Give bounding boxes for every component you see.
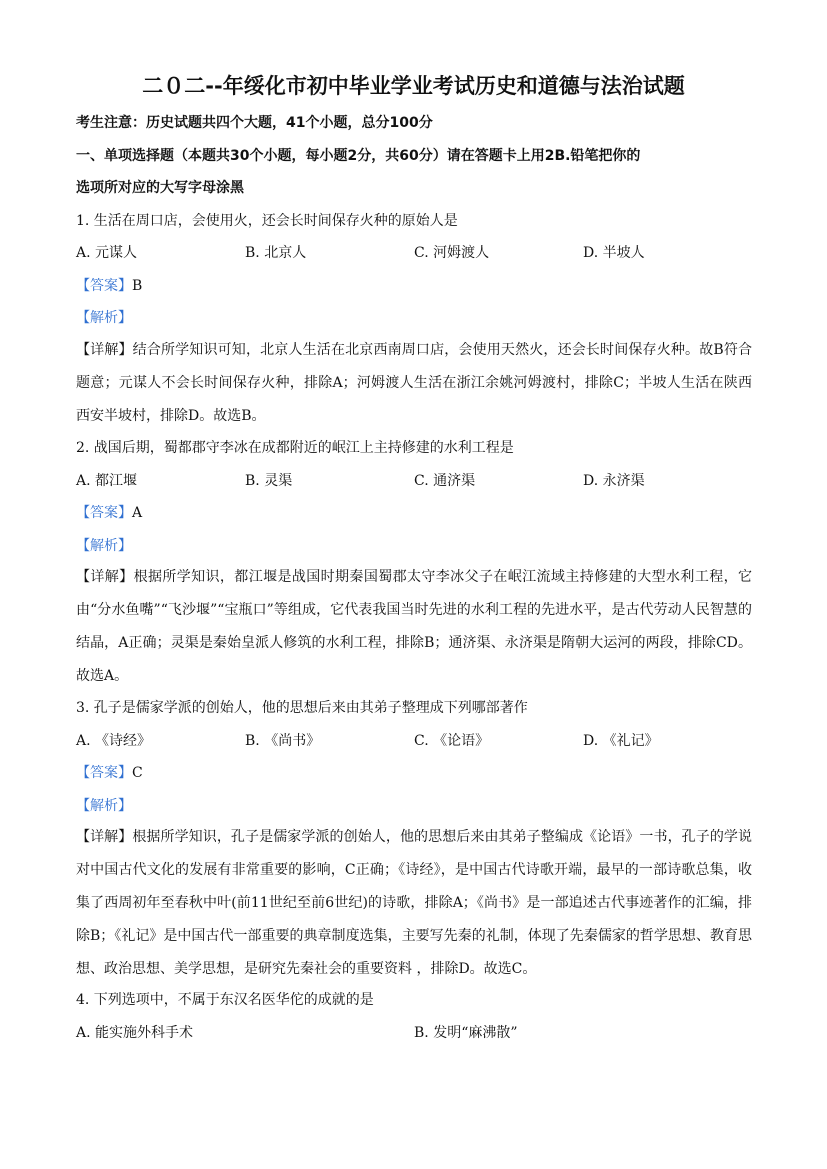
exam-notice: 考生注意：历史试题共四个大题，41个小题，总分100分 (76, 115, 433, 131)
answer-value: B (132, 278, 143, 294)
question-2-analysis-label: 【解析】 (76, 538, 132, 554)
question-1-option-c: C. 河姆渡人 (414, 245, 490, 261)
question-1-option-d: D. 半坡人 (583, 245, 645, 261)
question-1-analysis-label: 【解析】 (76, 310, 132, 326)
question-3-detail: 【详解】根据所学知识，孔子是儒家学派的创始人，他的思想后来由其弟子整编成《论语》一书，孔子的学说对中国古代文化的发展有非常重要的影响，C正确；《诗经》，是中国古代诗歌开端，最早的一部诗歌总集，收集了西周初年至春秋中叶(前11世纪至前6世纪)的诗歌，排除A；《尚书》是一部追述古代事迹著作的汇编，排除B；《礼记》是中国古代一部重要的典章制度选集，主要写先秦的礼制，体现了先秦儒家的哲学思想、教育思想、政治思想、美学思想，是研究先秦社会的重要资料 ，排除D。故选C。 (76, 829, 752, 977)
question-1-option-a: A. 元谋人 (76, 245, 138, 261)
question-1-option-b: B. 北京人 (245, 245, 307, 261)
question-3-option-a: A. 《诗经》 (76, 733, 152, 749)
question-1-answer (76, 276, 752, 296)
question-4-stem: 4. 下列选项中，不属于东汉名医华佗的成就的是 (76, 992, 374, 1008)
question-4-option-b: B. 发明“麻沸散” (414, 1025, 518, 1041)
question-3-option-b: B. 《尚书》 (245, 733, 321, 749)
question-3-stem: 3. 孔子是儒家学派的创始人，他的思想后来由其弟子整理成下列哪部著作 (76, 700, 528, 716)
page-title: 二０二--年绥化市初中毕业学业考试历史和道德与法治试题 (142, 74, 685, 98)
answer-label: 【答案】 (76, 505, 132, 521)
question-3-option-d: D. 《礼记》 (583, 733, 659, 749)
question-2-answer (76, 503, 752, 523)
question-1-detail: 【详解】结合所学知识可知，北京人生活在北京西南周口店，会使用天然火，还会长时间保存火种。故B符合题意；元谋人不会长时间保存火种，排除A；河姆渡人生活在浙江余姚河姆渡村，排除C；半坡人生活在陕西西安半坡村，排除D。故选B。 (76, 342, 752, 424)
section-heading-line1: 一、单项选择题（本题共30个小题，每小题2分，共60分）请在答题卡上用2B.铅笔把你的 (76, 148, 641, 164)
question-2-option-c: C. 通济渠 (414, 473, 476, 489)
question-2-option-d: D. 永济渠 (583, 473, 645, 489)
question-4-option-a: A. 能实施外科手术 (76, 1025, 194, 1041)
question-2-detail: 【详解】根据所学知识，都江堰是战国时期秦国蜀郡太守李冰父子在岷江流域主持修建的大型水利工程，它由“分水鱼嘴”“飞沙堰”“宝瓶口”等组成，它代表我国当时先进的水利工程的先进水平，是古代劳动人民智慧的结晶，A正确；灵渠是秦始皇派人修筑的水利工程，排除B；通济渠、永济渠是隋朝大运河的两段，排除CD。故选A。 (76, 569, 752, 684)
section-heading-line2: 选项所对应的大写字母涂黑 (76, 180, 244, 196)
answer-value: C (132, 765, 143, 781)
question-2-stem: 2. 战国后期，蜀都郡守李冰在成都附近的岷江上主持修建的水利工程是 (76, 440, 514, 456)
question-3-analysis-label: 【解析】 (76, 798, 132, 814)
question-3-option-c: C. 《论语》 (414, 733, 490, 749)
question-2-option-b: B. 灵渠 (245, 473, 293, 489)
question-3-answer (76, 763, 752, 783)
question-1-stem: 1. 生活在周口店，会使用火，还会长时间保存火种的原始人是 (76, 213, 458, 229)
answer-label: 【答案】 (76, 278, 132, 294)
question-2-option-a: A. 都江堰 (76, 473, 138, 489)
answer-value: A (132, 505, 143, 521)
answer-label: 【答案】 (76, 765, 132, 781)
